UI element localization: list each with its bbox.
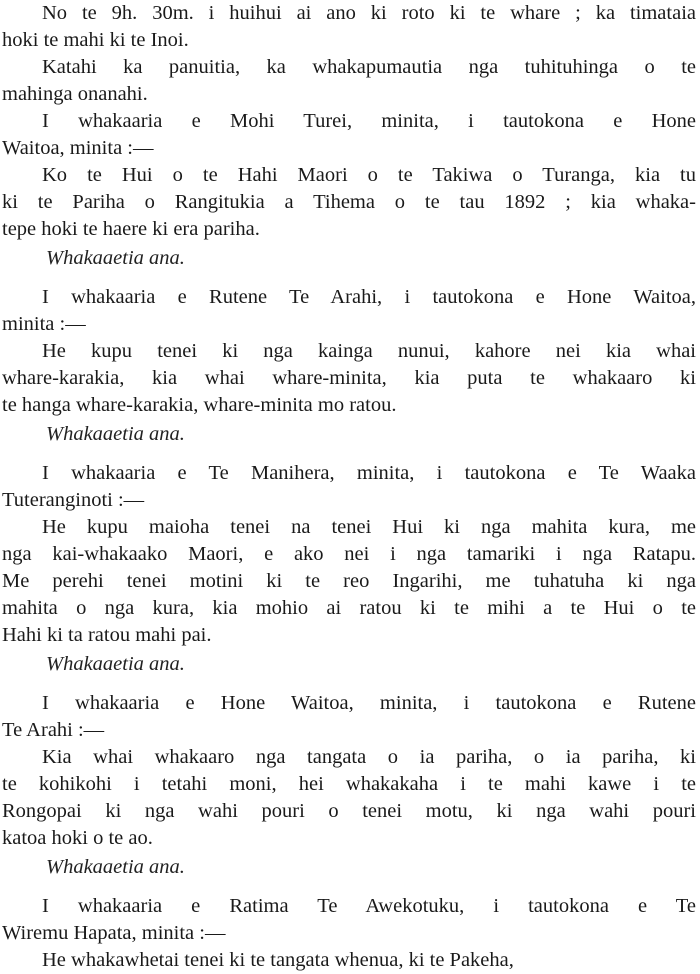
text-line: I whakaaria e Hone Waitoa, minita, i tautokona e Rutene: [42, 692, 696, 714]
text-line: Hahi ki ta ratou mahi pai.: [2, 624, 212, 646]
text-line: He kupu maioha tenei na tenei Hui ki nga mahita kura, me: [42, 516, 696, 538]
text-line: hoki te mahi ki te Inoi.: [2, 29, 189, 51]
text-line: whare-karakia, kia whai whare-minita, kia puta te whakaaro ki: [2, 367, 696, 389]
paragraph: [2, 690, 696, 744]
text-line: Kia whai whakaaro nga tangata o ia pariha, o ia pariha, ki: [42, 746, 696, 768]
resolution-carried-note: Whakaaetia ana.: [46, 653, 185, 675]
paragraph: [2, 338, 696, 419]
text-line: Tuteranginoti :—: [2, 489, 145, 511]
text-line: minita :—: [2, 313, 86, 335]
document-page: [2, 0, 696, 974]
text-line: Me perehi tenei motini ki te reo Ingarihi, me tuhatuha ki nga: [2, 570, 696, 592]
text-line: mahita o nga kura, kia mohio ai ratou ki te mihi a te Hui o te: [2, 597, 696, 619]
text-line: Wiremu Hapata, minita :—: [2, 922, 226, 944]
text-line: nga kai-whakaako Maori, e ako nei i nga tamariki i nga Ratapu.: [2, 543, 696, 565]
text-line: ki te Pariha o Rangitukia a Tihema o te tau 1892 ; kia whaka-: [2, 191, 696, 213]
paragraph: [2, 893, 696, 947]
resolution-carried-note: Whakaaetia ana.: [46, 423, 185, 445]
text-line: te kohikohi i tetahi moni, hei whakakaha i te mahi kawe i te: [2, 773, 696, 795]
text-line: mahinga onanahi.: [2, 83, 148, 105]
text-line: Waitoa, minita :—: [2, 137, 154, 159]
text-line: Te Arahi :—: [2, 719, 105, 741]
resolution-carried-note: Whakaaetia ana.: [46, 247, 185, 269]
paragraph: [2, 744, 696, 852]
text-line: I whakaaria e Mohi Turei, minita, i tautokona e Hone: [42, 110, 696, 132]
text-line: te hanga whare-karakia, whare-minita mo ratou.: [2, 394, 397, 416]
text-line: He whakawhetai tenei ki te tangata whenua, ki te Pakeha,: [42, 949, 514, 971]
text-line: Katahi ka panuitia, ka whakapumautia nga tuhituhinga o te: [42, 56, 696, 78]
paragraph: [2, 0, 696, 54]
text-line: tepe hoki te haere ki era pariha.: [2, 218, 260, 240]
resolution-carried-note: Whakaaetia ana.: [46, 856, 185, 878]
text-line: Rongopai ki nga wahi pouri o tenei motu, ki nga wahi pouri: [2, 800, 696, 822]
paragraph: [2, 54, 696, 108]
paragraph: [2, 460, 696, 514]
text-line: He kupu tenei ki nga kainga nunui, kahore nei kia whai: [42, 340, 696, 362]
text-line: Ko te Hui o te Hahi Maori o te Takiwa o Turanga, kia tu: [42, 164, 696, 186]
text-line: I whakaaria e Rutene Te Arahi, i tautokona e Hone Waitoa,: [42, 286, 696, 308]
text-line: I whakaaria e Ratima Te Awekotuku, i tautokona e Te: [42, 895, 696, 917]
text-line: I whakaaria e Te Manihera, minita, i tautokona e Te Waaka: [42, 462, 696, 484]
text-line: No te 9h. 30m. i huihui ai ano ki roto ki te whare ; ka timataia: [42, 2, 696, 24]
paragraph: [2, 514, 696, 649]
paragraph: [2, 162, 696, 243]
text-line: katoa hoki o te ao.: [2, 827, 153, 849]
paragraph: [2, 947, 696, 974]
paragraph: [2, 284, 696, 338]
paragraph: [2, 108, 696, 162]
